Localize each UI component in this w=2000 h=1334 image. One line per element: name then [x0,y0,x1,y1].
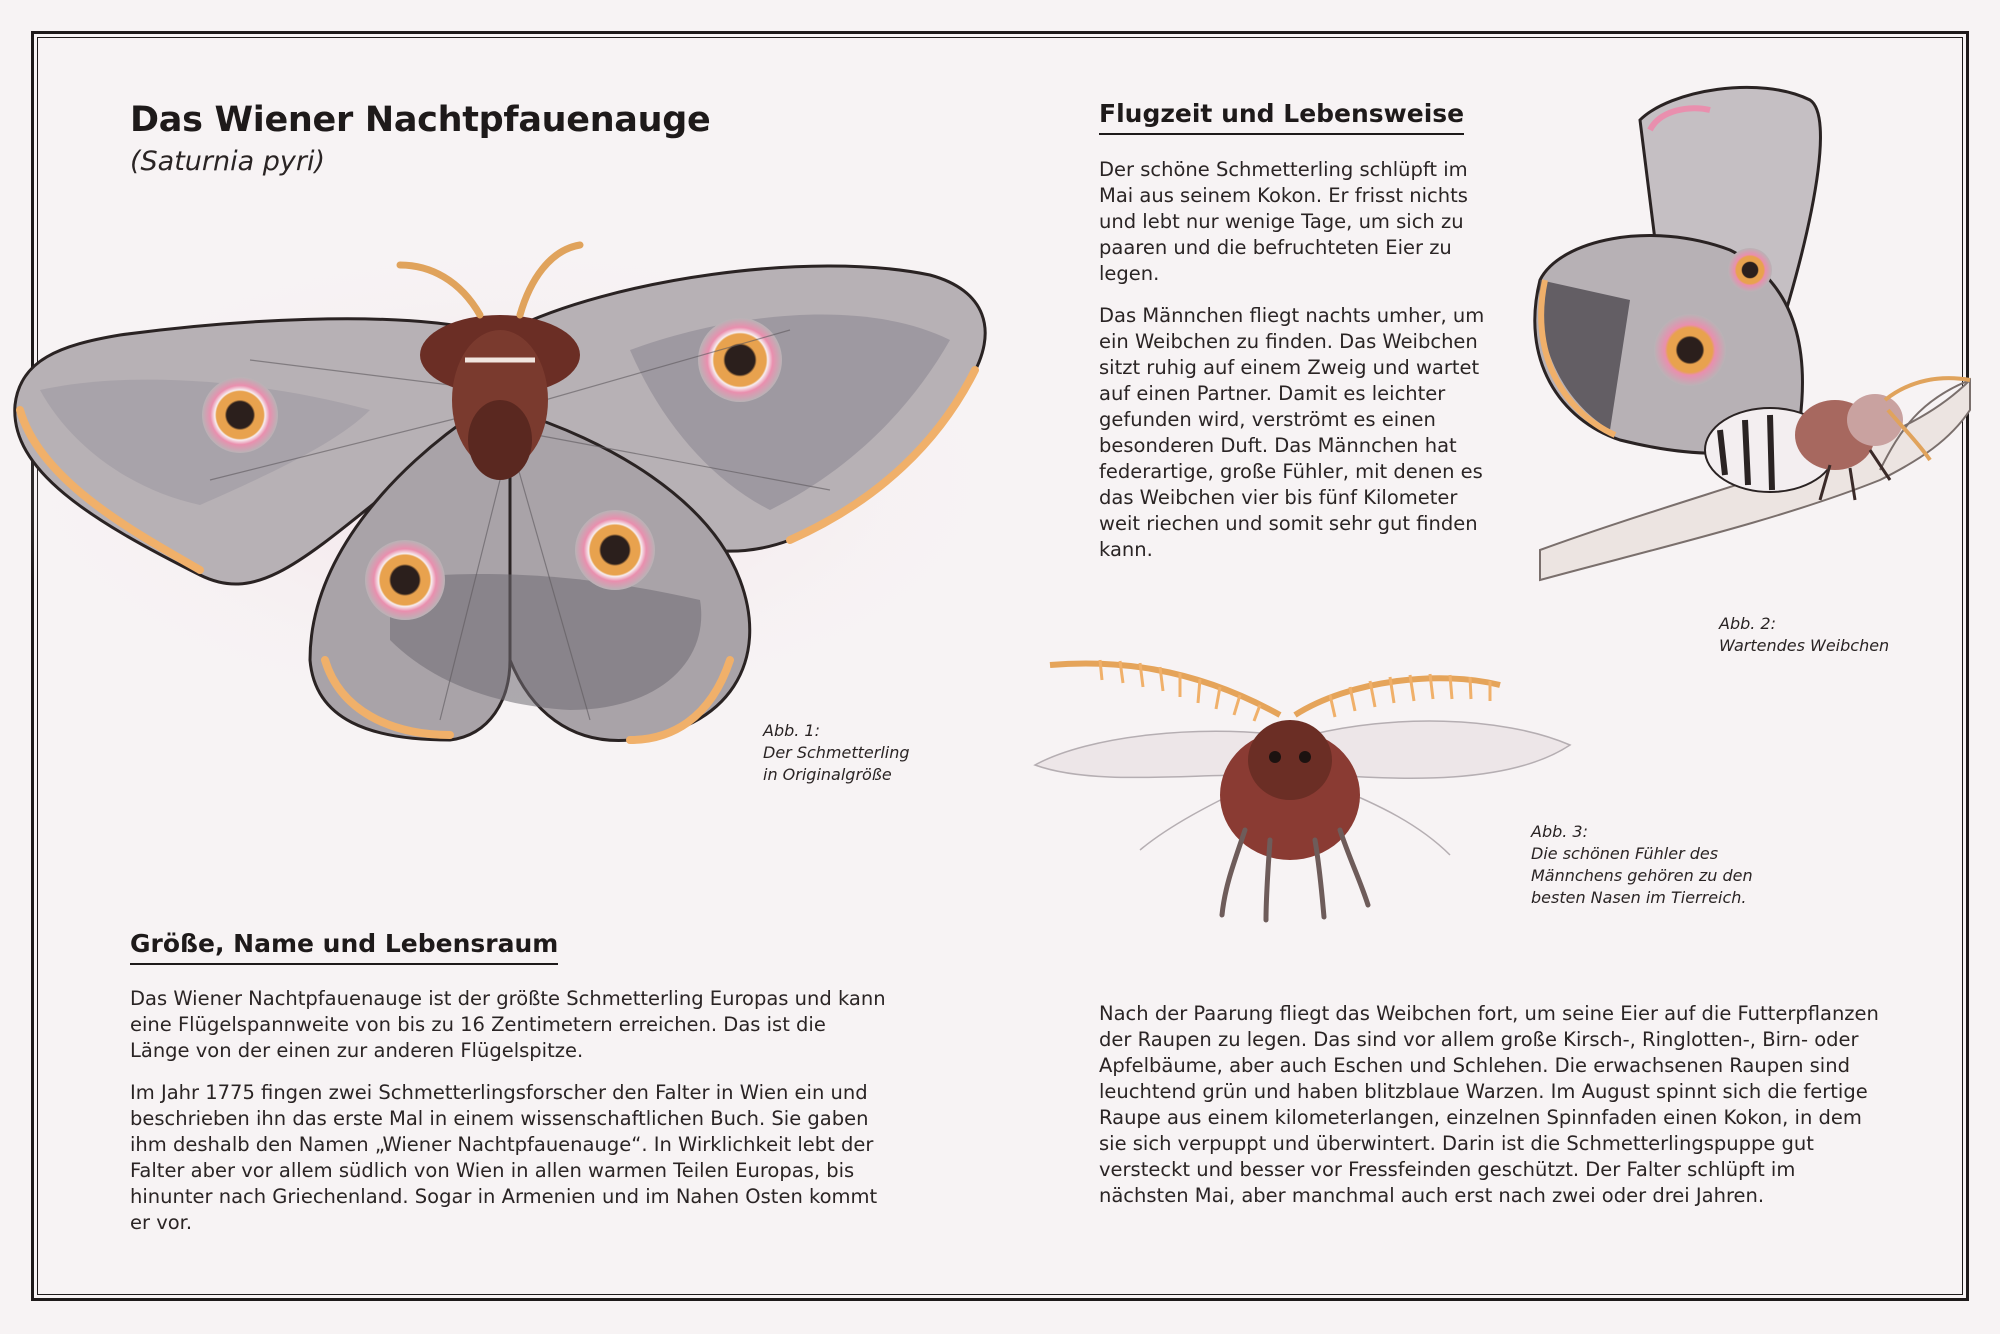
figure-1-caption: Abb. 1: Der Schmetterling in Originalgröße [763,721,910,784]
heading-flight-time-and-lifestyle: Flugzeit und Lebensweise [1099,99,1464,135]
paragraph-flight-time-2: Das Männchen fliegt nachts umher, um ein Weibchen zu finden. Das Weibchen sitzt ruhig auf einem Zweig und wartet auf einen Partner. Damit es leichter gefunden wird, verströmt es einen besonderen Duft. Das Männchen hat federartige, große Fühler, mit denen es das Weibchen vier bis fünf Kilometer weit riechen und somit sehr gut finden kann. [1099,304,1485,561]
moth-spread-wings-illustration [10,240,1050,760]
paragraph-size-name-habitat-1: Das Wiener Nachtpfauenauge ist der größte Schmetterling Europas und kann eine Flügelspannweite von bis zu 16 Zentimetern erreichen. Das ist die Länge von der einen zur anderen Flügelspitze. [130,987,886,1062]
paragraph-flight-time-1: Der schöne Schmetterling schlüpft im Mai aus seinem Kokon. Er frisst nichts und lebt nur wenige Tage, um sich zu paaren und die befruchteten Eier zu legen. [1099,158,1468,285]
figure-2-caption: Abb. 2: Wartendes Weibchen [1719,614,1890,655]
page-subtitle-latin-name: (Saturnia pyri) [130,146,326,177]
heading-size-name-habitat: Größe, Name und Lebensraum [130,929,558,965]
male-moth-front-view-illustration [1030,655,1570,925]
paragraph-after-mating: Nach der Paarung fliegt das Weibchen fort, um seine Eier auf die Futterpflanzen der Raupen zu legen. Das sind vor allem große Kirsch-, Ringlotten-, Birn- oder Apfelbäume, aber auch Eschen und Schlehen. Die erwachsenen Raupen sind leuchtend grün und haben blitzblaue Warzen. Im August spinnt sich die fertige Raupe aus einem kilometerlangen, einzelnen Spinnfaden einen Kokon, in dem sie sich verpuppt und überwintert. Darin ist die Schmetterlingspuppe gut versteckt und besser vor Fressfeinden geschützt. Der Falter schlüpft im nächsten Mai, aber manchmal auch erst nach zwei oder drei Jahren. [1099,1002,1879,1207]
female-moth-on-branch-illustration [1500,80,1980,650]
paragraph-size-name-habitat-2: Im Jahr 1775 fingen zwei Schmetterlingsforscher den Falter in Wien ein und beschrieben ihn das erste Mal in einem wissenschaftlichen Buch. Sie gaben ihm deshalb den Namen „Wiener Nachtpfauenauge“. In Wirklichkeit lebt der Falter aber vor allem südlich von Wien in allen warmen Teilen Europas, bis hinunter nach Griechenland. Sogar in Armenien und im Nahen Osten kommt er vor. [130,1081,878,1234]
page-title: Das Wiener Nachtpfauenauge [130,100,711,140]
figure-3-caption: Abb. 3: Die schönen Fühler des Männchens gehören zu den besten Nasen im Tierreich. [1531,822,1753,907]
